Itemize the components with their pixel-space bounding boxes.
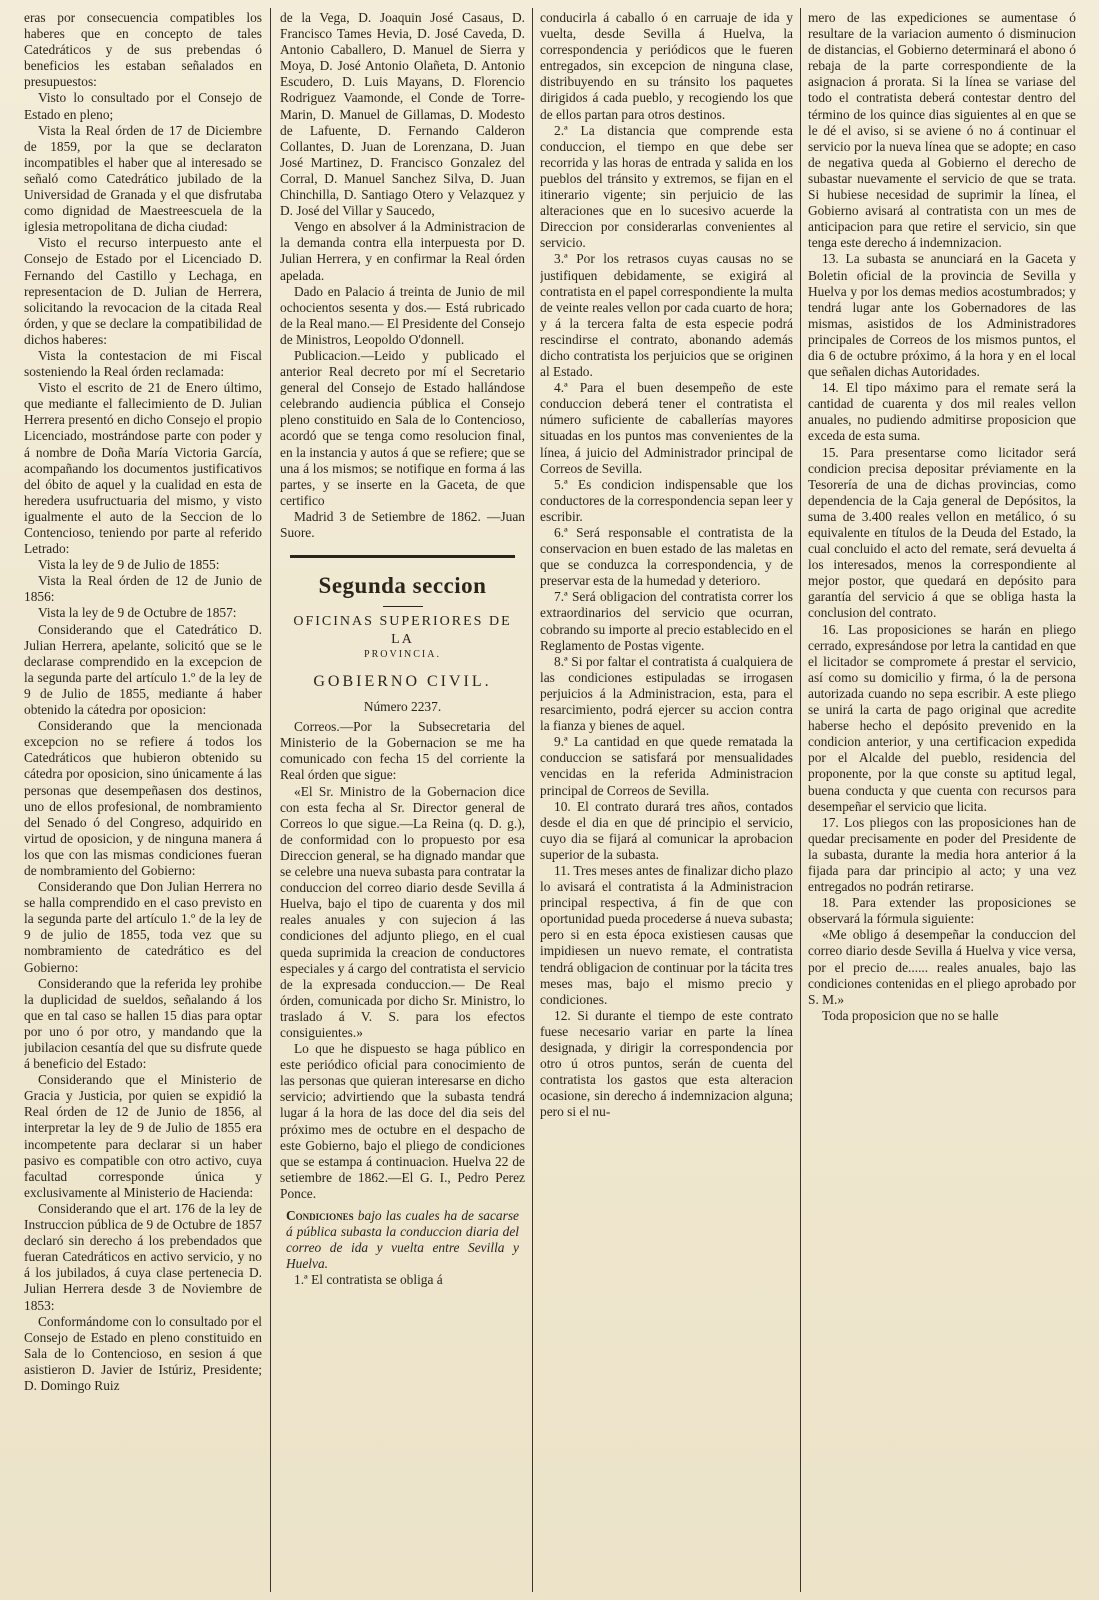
paragraph: Considerando que el Catedrático D. Julian Herrera, apelante, solicitó que se le declarase comprendido en la excepcion de la segunda parte del artículo 1.º de la ley de 9 de Julio de 1855, mediante á haber obtenido la cátedra por oposicion: — [24, 621, 262, 718]
paragraph: 12. Si durante el tiempo de este contrato fuese necesario variar en parte la línea designada, y dirigir la correspondencia por otro ú otros puntos, serán de cuenta del contratista los gastos que esta alteracion ocasione, sin derecho á indemnizacion alguna; pero si el nu- — [540, 1007, 793, 1120]
paragraph: Considerando que la mencionada excepcion no se refiere á todos los Catedráticos que hubieron obtenido su cátedra por oposicion, sino únicamente á las personas que desempeñasen dos destinos, uno de ellos profesional, de nombramiento del Senado ó del Congreso, adquirido en virtud de oposicion, y de ninguna manera á los que con las mismas condiciones fueran de nombramiento del Gobierno: — [24, 718, 262, 878]
paragraph: «El Sr. Ministro de la Gobernacion dice con esta fecha al Sr. Director general de Correos lo que sigue.—La Reina (q. D. g.), de conformidad con lo propuesto por esa Direccion general, se ha dignado mandar que se celebre una nueva subasta para contratar la conduccion del correo diario desde Sevilla á Huelva, bajo el tipo de cuarenta y dos mil reales anuales y con sujecion á las condiciones del adjunto pliego, en el cual queda suprimida la creacion de conductores especiales y á cargo del contratista el servicio de la expresada conduccion.— De Real órden, comunicada por dicho Sr. Ministro, lo traslado á V. S. para los efectos consiguientes.» — [280, 783, 525, 1040]
paragraph: 5.ª Es condicion indispensable que los conductores de la correspondencia sepan leer y escribir. — [540, 476, 793, 524]
section-subtitle-2: PROVINCIA. — [364, 649, 441, 661]
conditions-label: Condiciones — [286, 1208, 354, 1223]
paragraph: Vista la ley de 9 de Octubre de 1857: — [38, 605, 237, 621]
office-heading: GOBIERNO CIVIL. — [313, 673, 492, 691]
column-3 — [540, 10, 793, 1590]
paragraph: Visto el escrito de 21 de Enero último, que mediante el fallecimiento de D. Julian Herrera presentó en dicho Consejo el propio Licenciado, mostrándose parte con poder y á nombre de Doña María Victoria García, acompañando los documentos justificativos del óbito de aquel y la cualidad en esta de heredera usufructuaria del mismo, y visto igualmente el auto de la Seccion de lo Contencioso, teniendo por parte al referido Letrado: — [24, 380, 262, 557]
paragraph: 14. El tipo máximo para el remate será la cantidad de cuarenta y dos mil reales vellon anuales, no pudiendo admitirse proposicion que exceda de esta suma. — [808, 380, 1076, 444]
paragraph: Vista la Real órden de 12 de Junio de 1856: — [24, 573, 262, 605]
paragraph: Considerando que la referida ley prohibe la duplicidad de sueldos, señalando á los que en tal caso se hallen 15 dias para optar por uno ó por otro, y mandando que la jubilacion cesantía del que su disfrute quede á beneficio del Estado: — [24, 975, 262, 1072]
paragraph: 1.ª El contratista se obliga á — [294, 1272, 443, 1288]
paragraph: Correos.—Por la Subsecretaria del Ministerio de la Gobernacion se me ha comunicado con fecha 15 del corriente la Real órden que sigue: — [280, 719, 525, 783]
paragraph: 3.ª Por los retrasos cuyas causas no se justifiquen debidamente, se exigirá al contratista en el papel correspondiente la multa de veinte reales vellon por cada cuarto de hora; y á la tercera falta de esta especie podrá rescindirse el contrato, abonando además dicho contratista los perjuicios que se originen al Estado. — [540, 251, 793, 380]
paragraph: Vista la ley de 9 de Julio de 1855: — [38, 557, 220, 573]
paragraph: Conformándome con lo consultado por el Consejo de Estado en pleno constituido en Sala de lo Contencioso, en sesion á que asistieron D. Javier de Istúriz, Presidente; D. Domingo Ruiz — [24, 1313, 262, 1393]
title-underline — [383, 606, 423, 607]
paragraph: mero de las expediciones se aumentase ó resultare de la variacion aumento ó disminucion de distancias, el Gobierno determinará el abono ó rebaja de la parte correspondiente de la asignacion á prorata. Si la línea se variase del todo el contratista deberá contestar dentro del término de los quince dias siguientes al en que se le dé el aviso, si se aviene ó no á continuar el servicio por la nueva línea que se adopte; en caso de negativa queda al Gobierno el derecho de subastar nuevamente el servicio de que se trata. Si hubiese necesidad de suprimir la línea, el Gobierno avisará al contratista con un mes de anticipacion para que retire el servicio, sin que tenga este derecho á indemnizacion. — [808, 10, 1076, 251]
paragraph: Vista la Real órden de 17 de Diciembre de 1859, por la que se declaraton incompatibles el haber que al interesado se señaló como Catedrático jubilado de la Universidad de Granada y el que disfrutaba como dignidad de Maestreescuela de la iglesia metropolitana de dicha ciudad: — [24, 122, 262, 235]
paragraph: «Me obligo á desempeñar la conduccion del correo diario desde Sevilla á Huelva y vice versa, por el precio de...... reales anuales, bajo las condiciones contenidas en el pliego aprobado por S. M.» — [808, 927, 1076, 1007]
paragraph: 11. Tres meses antes de finalizar dicho plazo lo avisará el contratista á la Administracion principal respectiva, á fin de que con oportunidad pueda procederse á nueva subasta; pero si en esta época existiesen causas que impidiesen un nuevo remate, el contratista tendrá obligacion de continuar por la tácita tres meses mas, bajo el mismo precio y condiciones. — [540, 862, 793, 1007]
paragraph: 10. El contrato durará tres años, contados desde el dia en que dé principio el servicio, cuyo dia se fijará al comunicar la aprobacion superior de la subasta. — [540, 798, 793, 862]
paragraph: 6.ª Será responsable el contratista de la conservacion en buen estado de las maletas en que se conduzca la correspondencia, y de preservar esta de la humedad y deterioro. — [540, 525, 793, 589]
paragraph: eras por consecuencia compatibles los haberes que en concepto de tales Catedráticos y de sus prebendas ó beneficios les estaban señalados en presupuestos: — [24, 10, 262, 90]
paragraph: 13. La subasta se anunciará en la Gaceta y Boletin oficial de la provincia de Sevilla y Huelva y por los demas medios acostumbrados; y tendrá lugar ante los Gobernadores de las mismas, asistidos de los Administradores principales de Correos de los mismos puntos, el dia 6 de octubre próximo, á la hora y en el local que señalen dichas Autoridades. — [808, 251, 1076, 380]
paragraph: 7.ª Será obligacion del contratista correr los extraordinarios del servicio que ocurran, cobrando su importe al precio establecido en el Reglamento de Postas vigente. — [540, 589, 793, 653]
paragraph: 16. Las proposiciones se harán en pliego cerrado, expresándose por letra la cantidad en que el licitador se compromete á prestar el servicio, así como su domicilio y firma, ó la de persona autorizada cuando no sepa escribir. A este pliego se unirá la carta de pago original que acredite haberse hecho el depósito prevenido en la condicion anterior, y una certificacion expedida por el Alcalde del pueblo, residencia del proponente, por la que conste su aptitud legal, buena conducta y que cuenta con recursos para desempeñar el servicio que licita. — [808, 621, 1076, 814]
conditions-heading — [280, 1208, 525, 1272]
column-rule — [270, 8, 271, 1592]
conditions-title: bajo las cuales ha de sacarse á pública subasta la conduccion diaria del correo de ida y vuelta entre Sevilla y Huelva. — [286, 1208, 519, 1272]
paragraph: 8.ª Si por faltar el contratista á cualquiera de las condiciones estipuladas se irrogasen perjuicios á la Administracion, esta, para el resarcimiento, podrá ejercer su accion contra la fianza y bienes de aquel. — [540, 653, 793, 734]
paragraph: Vista la contestacion de mi Fiscal sosteniendo la Real órden reclamada: — [24, 347, 262, 380]
paragraph: Considerando que el art. 176 de la ley de Instruccion pública de 9 de Octubre de 1857 declaró sin derecho á los prebendados que fueran Catedráticos en activo servicio, y no á los jubilados, á cuya clase pertenecia D. Julian Herrera desde 3 de Noviembre de 1853: — [24, 1200, 262, 1313]
paragraph: Publicacion.—Leido y publicado el anterior Real decreto por mí el Secretario general del Consejo de Estado hallándose celebrando audiencia pública el Consejo pleno constituido en Sala de lo Contencioso, acordó que se tenga como resolucion final, en la instancia y autos á que se refiere; que se una á los mismos; se notifique en forma á las partes, y se inserte en la Gaceta, de que certifico — [280, 347, 525, 508]
paragraph: Dado en Palacio á treinta de Junio de mil ochocientos sesenta y dos.— Está rubricado de la Real mano.— El Presidente del Consejo de Ministros, Leopoldo O'donnell. — [280, 283, 525, 347]
paragraph: Toda proposicion que no se halle — [822, 1007, 999, 1023]
paragraph: 18. Para extender las proposiciones se observará la fórmula siguiente: — [808, 895, 1076, 927]
date-signature: Madrid 3 de Setiembre de 1862. —Juan Suore. — [280, 508, 525, 540]
paragraph: 4.ª Para el buen desempeño de este conduccion deberá tener el contratista el número suficiente de caballerías mayores situadas en los puntos mas convenientes de la línea, á juicio del Administrador principal de Correos de Sevilla. — [540, 380, 793, 476]
paragraph: 17. Los pliegos con las proposiciones han de quedar precisamente en poder del Presidente de la subasta, durante la media hora anterior á la fijada para dar principio al acto; y una vez entregados no podrán retirarse. — [808, 814, 1076, 895]
paragraph: 2.ª La distancia que comprende esta conduccion, el tiempo en que debe ser recorrida y las horas de entrada y salida en los pueblos del tránsito y extremos, se fijan en el itinerario vigente; sin perjuicio de las alteraciones que en lo sucesivo acuerde la Direccion por considerarlas convenientes al servicio. — [540, 122, 793, 251]
notice-number: Número 2237. — [363, 699, 442, 715]
paragraph: Considerando que Don Julian Herrera no se halla comprendido en el caso previsto en la segunda parte del artículo 1.º de la ley de 9 de julio de 1855, toda vez que su nombramiento de catedrático es del Gobierno: — [24, 879, 262, 975]
paragraph: Considerando que el Ministerio de Gracia y Justicia, por quien se expidió la Real órden de 12 de Junio de 1856, al interpretar la ley de 9 de Julio de 1855 era incompetente para declarar si un haber pasivo es compatible con otro activo, cuya facultad corresponde única y exclusivamente al Ministerio de Hacienda: — [24, 1072, 262, 1200]
paragraph: 9.ª La cantidad en que quede rematada la conduccion se satisfará por mensualidades vencidas en la referida Administracion principal de Correos de Sevilla. — [540, 734, 793, 798]
section-subtitle: OFICINAS SUPERIORES DE LA — [293, 614, 512, 648]
section-divider — [290, 555, 515, 558]
column-2 — [280, 10, 525, 1590]
paragraph: de la Vega, D. Joaquin José Casaus, D. Francisco Tames Hevia, D. José Caveda, D. Antonio Caballero, D. Manuel de Sierra y Moya, D. José Antonio Olañeta, D. Antonio Escudero, D. Luis Mayans, D. Florencio Rodriguez Vaamonde, el Conde de Torre-Marin, D. Manuel de Gillamas, D. Modesto de Lafuente, D. Fernando Calderon Collantes, D. Juan de Lorenzana, D. Juan José Martinez, D. Francisco Gonzalez del Corral, D. Manuel Sanchez Silva, D. Juan Chinchilla, D. Santiago Otero y Velazquez y D. José del Villar y Saucedo, — [280, 10, 525, 219]
paragraph: Visto lo consultado por el Consejo de Estado en pleno; — [24, 90, 262, 122]
column-4 — [808, 10, 1076, 1590]
column-1 — [24, 10, 262, 1590]
paragraph: Vengo en absolver á la Administracion de la demanda contra ella interpuesta por D. Julian Herrera, y en confirmar la Real órden apelada. — [280, 219, 525, 283]
column-rule — [800, 8, 801, 1592]
paragraph: Visto el recurso interpuesto ante el Consejo de Estado por el Licenciado D. Fernando del Castillo y Lechaga, en representacion de D. Julian de Herrera, solicitando la revocacion de la citada Real órden, y que se declare la compatibilidad de dichos haberes: — [24, 235, 262, 347]
section-title: Segunda seccion — [318, 573, 487, 599]
paragraph: Lo que he dispuesto se haga público en este periódico oficial para conocimiento de las personas que quieran interesarse en dicho servicio; advirtiendo que la subasta tendrá lugar á la hora de las doce del dia seis del próximo mes de octubre en el despacho de este Gobierno, bajo el pliego de condiciones que se estampa á continuacion. Huelva 22 de setiembre de 1862.—El G. I., Pedro Perez Ponce. — [280, 1041, 525, 1201]
paragraph: conducirla á caballo ó en carruaje de ida y vuelta, desde Sevilla á Huelva, la correspondencia y periódicos que le fueren entregados, sin excepcion de ninguna clase, distribuyendo en su tránsito los paquetes dirigidos á cada pueblo, y recogiendo los que de ellos partan para otros destinos. — [540, 10, 793, 122]
paragraph: 15. Para presentarse como licitador será condicion precisa depositar préviamente en la Tesorería de una de dichas provincias, como dependencia de la Caja general de Depósitos, la suma de 3.400 reales vellon en metálico, ó su equivalente en títulos de la Deuda del Estado, la cual concluido el acto del remate, será devuelta á los interesados, menos la correspondiente al mejor postor, que quedará en depósito para garantía del servicio á que se obliga hasta la conclusion del contrato. — [808, 444, 1076, 621]
column-rule — [532, 8, 533, 1592]
